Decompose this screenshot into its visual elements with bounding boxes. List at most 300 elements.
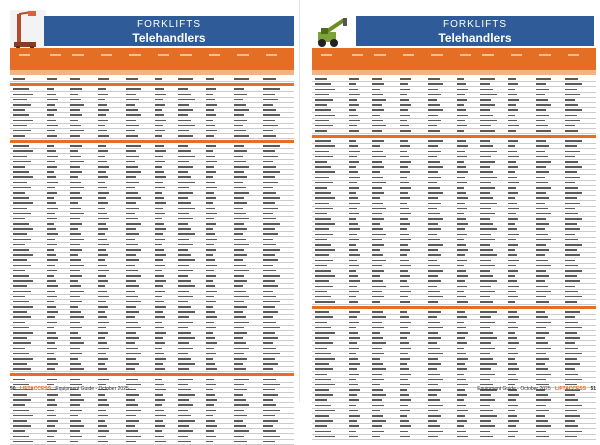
table-cell: [234, 280, 247, 282]
table-cell: [349, 322, 359, 324]
table-cell: [565, 239, 579, 241]
table-cell: [206, 223, 216, 225]
table-row: [312, 300, 596, 305]
table-cell: [155, 244, 162, 246]
table-cell: [263, 337, 278, 339]
left-page: [8, 6, 296, 394]
table-cell: [98, 78, 109, 80]
table-cell: [536, 208, 547, 210]
table-cell: [47, 410, 54, 412]
table-cell: [372, 296, 385, 298]
table-cell: [315, 436, 335, 438]
table-header: [312, 48, 596, 70]
table-cell: [70, 353, 83, 355]
table-cell: [372, 301, 381, 303]
table-cell: [70, 208, 81, 210]
table-cell: [98, 368, 107, 370]
table-cell: [315, 213, 327, 215]
table-cell: [234, 145, 244, 147]
table-cell: [126, 285, 139, 287]
table-cell: [400, 187, 411, 189]
right-page: [310, 6, 598, 394]
table-cell: [480, 130, 495, 132]
table-cell: [315, 109, 331, 111]
table-cell: [47, 337, 58, 339]
table-cell: [13, 233, 27, 235]
table-cell: [536, 368, 547, 370]
table-cell: [47, 327, 54, 329]
table-cell: [13, 296, 25, 298]
table-cell: [47, 316, 55, 318]
table-cell: [178, 239, 190, 241]
table-cell: [457, 223, 468, 225]
table-cell: [126, 161, 135, 163]
table-cell: [126, 342, 135, 344]
table-cell: [234, 202, 247, 204]
table-cell: [315, 260, 333, 262]
table-cell: [457, 182, 467, 184]
table-cell: [457, 260, 467, 262]
table-cell: [400, 275, 410, 277]
table-cell: [400, 228, 407, 230]
table-cell: [349, 353, 356, 355]
table-cell: [70, 145, 83, 147]
table-cell: [178, 135, 193, 137]
table-cell: [565, 311, 580, 313]
table-cell: [126, 99, 139, 101]
table-cell: [536, 104, 550, 106]
table-cell: [508, 405, 518, 407]
table-cell: [126, 394, 139, 396]
table-cell: [508, 410, 515, 412]
table-cell: [206, 368, 217, 370]
table-cell: [400, 234, 409, 236]
table-cell: [565, 425, 579, 427]
table-cell: [206, 436, 216, 438]
table-cell: [508, 332, 515, 334]
table-cell: [349, 94, 360, 96]
table-cell: [457, 218, 466, 220]
column-header: [129, 54, 140, 56]
table-cell: [126, 363, 139, 365]
table-cell: [457, 296, 466, 298]
table-cell: [315, 337, 329, 339]
table-cell: [13, 109, 25, 111]
table-cell: [98, 348, 109, 350]
table-cell: [349, 275, 358, 277]
table-cell: [126, 280, 136, 282]
table-cell: [70, 270, 80, 272]
table-cell: [315, 296, 331, 298]
table-cell: [47, 322, 57, 324]
section-divider: [10, 83, 294, 86]
table-cell: [70, 192, 80, 194]
table-cell: [234, 415, 247, 417]
table-cell: [480, 197, 494, 199]
table-cell: [206, 94, 213, 96]
table-cell: [206, 348, 214, 350]
table-cell: [565, 322, 579, 324]
table-cell: [400, 109, 408, 111]
column-header: [460, 54, 471, 56]
table-cell: [372, 260, 386, 262]
table-cell: [234, 228, 247, 230]
table-cell: [206, 218, 214, 220]
table-cell: [70, 358, 79, 360]
table-cell: [155, 275, 164, 277]
table-cell: [263, 218, 277, 220]
table-cell: [263, 197, 280, 199]
table-cell: [536, 171, 549, 173]
table-cell: [13, 420, 27, 422]
table-cell: [13, 436, 29, 438]
table-cell: [98, 213, 107, 215]
table-cell: [508, 239, 516, 241]
table-cell: [536, 394, 547, 396]
table-cell: [263, 348, 277, 350]
table-cell: [428, 415, 441, 417]
table-cell: [178, 156, 195, 158]
table-cell: [13, 239, 31, 241]
table-cell: [536, 291, 550, 293]
table-cell: [457, 171, 468, 173]
table-cell: [349, 368, 357, 370]
table-cell: [536, 286, 547, 288]
table-cell: [457, 291, 464, 293]
table-cell: [480, 140, 490, 142]
table-cell: [315, 171, 335, 173]
table-cell: [315, 332, 335, 334]
table-cell: [70, 280, 79, 282]
table-cell: [126, 228, 136, 230]
table-cell: [565, 161, 579, 163]
table-cell: [13, 332, 33, 334]
table-cell: [536, 115, 549, 117]
table-cell: [98, 233, 105, 235]
table-cell: [98, 228, 108, 230]
table-cell: [315, 208, 333, 210]
table-cell: [98, 280, 108, 282]
table-cell: [480, 244, 490, 246]
table-cell: [126, 171, 140, 173]
table-row: [10, 367, 294, 372]
table-cell: [536, 254, 545, 256]
table-cell: [126, 420, 139, 422]
table-cell: [70, 202, 79, 204]
table-cell: [428, 420, 437, 422]
table-cell: [70, 436, 83, 438]
table-cell: [457, 203, 465, 205]
table-cell: [508, 109, 518, 111]
table-cell: [155, 270, 162, 272]
table-cell: [372, 166, 385, 168]
table-cell: [480, 342, 492, 344]
table-cell: [565, 182, 575, 184]
table-cell: [428, 151, 441, 153]
table-cell: [126, 436, 140, 438]
table-cell: [372, 223, 381, 225]
table-cell: [98, 358, 108, 360]
column-header: [321, 54, 332, 56]
table-cell: [178, 420, 195, 422]
table-cell: [155, 259, 163, 261]
table-cell: [372, 187, 382, 189]
table-cell: [178, 187, 190, 189]
table-cell: [536, 228, 545, 230]
table-cell: [349, 213, 359, 215]
table-cell: [178, 270, 193, 272]
table-cell: [70, 228, 79, 230]
table-cell: [206, 353, 216, 355]
table-cell: [565, 145, 577, 147]
table-cell: [178, 202, 192, 204]
table-cell: [155, 420, 163, 422]
table-cell: [349, 332, 358, 334]
table-cell: [536, 322, 550, 324]
table-cell: [98, 327, 106, 329]
table-cell: [263, 327, 280, 329]
table-cell: [508, 244, 518, 246]
table-cell: [428, 94, 441, 96]
table-cell: [178, 259, 195, 261]
table-cell: [508, 296, 518, 298]
table-cell: [480, 353, 490, 355]
table-cell: [315, 156, 333, 158]
table-cell: [234, 259, 243, 261]
table-cell: [234, 379, 248, 381]
table-cell: [13, 192, 25, 194]
table-cell: [349, 166, 356, 168]
table-cell: [178, 99, 195, 101]
table-cell: [263, 182, 278, 184]
table-cell: [315, 130, 327, 132]
table-cell: [206, 109, 214, 111]
table-cell: [536, 249, 549, 251]
table-cell: [13, 291, 31, 293]
table-cell: [13, 404, 25, 406]
table-cell: [126, 270, 137, 272]
table-cell: [47, 239, 55, 241]
table-cell: [565, 415, 580, 417]
table-cell: [508, 192, 518, 194]
table-cell: [155, 327, 164, 329]
table-cell: [400, 260, 409, 262]
table-cell: [178, 394, 195, 396]
table-cell: [13, 156, 27, 158]
table-cell: [263, 436, 280, 438]
table-cell: [263, 78, 277, 80]
table-cell: [349, 425, 359, 427]
table-cell: [98, 363, 105, 365]
table-cell: [480, 270, 490, 272]
table-cell: [70, 109, 80, 111]
table-cell: [315, 270, 331, 272]
table-cell: [400, 203, 407, 205]
table-cell: [400, 208, 409, 210]
table-cell: [457, 348, 464, 350]
table-cell: [315, 78, 327, 80]
table-cell: [126, 306, 136, 308]
table-cell: [126, 104, 135, 106]
table-cell: [508, 130, 516, 132]
table-cell: [315, 177, 329, 179]
table-cell: [178, 249, 188, 251]
table-cell: [206, 208, 215, 210]
table-cell: [13, 425, 31, 427]
table-cell: [155, 285, 163, 287]
table-cell: [457, 89, 468, 91]
table-cell: [234, 404, 248, 406]
table-cell: [155, 171, 164, 173]
table-cell: [480, 234, 492, 236]
table-cell: [13, 379, 25, 381]
table-cell: [565, 244, 582, 246]
table-cell: [13, 104, 31, 106]
table-cell: [98, 125, 105, 127]
table-cell: [480, 145, 494, 147]
table-cell: [349, 109, 356, 111]
table-cell: [178, 213, 190, 215]
column-header: [101, 54, 112, 56]
table-cell: [428, 125, 437, 127]
table-cell: [178, 192, 193, 194]
table-cell: [263, 145, 280, 147]
table-cell: [428, 286, 437, 288]
table-cell: [315, 192, 331, 194]
table-cell: [234, 285, 243, 287]
table-cell: [178, 104, 190, 106]
table-cell: [508, 115, 515, 117]
table-cell: [480, 213, 495, 215]
table-cell: [155, 368, 165, 370]
table-cell: [234, 223, 244, 225]
table-cell: [428, 337, 441, 339]
table-cell: [206, 296, 214, 298]
table-cell: [349, 342, 357, 344]
table-cell: [70, 415, 79, 417]
table-cell: [98, 285, 105, 287]
table-cell: [13, 114, 29, 116]
table-cell: [178, 94, 192, 96]
table-cell: [206, 166, 214, 168]
table-cell: [508, 177, 517, 179]
table-cell: [349, 78, 359, 80]
table-cell: [428, 311, 441, 313]
table-cell: [349, 83, 356, 85]
table-cell: [155, 192, 162, 194]
table-cell: [155, 436, 164, 438]
table-cell: [263, 415, 275, 417]
table-cell: [508, 249, 515, 251]
table-cell: [428, 244, 442, 246]
table-cell: [457, 415, 465, 417]
table-cell: [178, 441, 192, 443]
table-cell: [178, 410, 188, 412]
table-cell: [206, 99, 215, 101]
table-cell: [508, 213, 516, 215]
table-cell: [428, 213, 439, 215]
table-cell: [428, 275, 438, 277]
table-cell: [536, 363, 545, 365]
table-cell: [155, 348, 162, 350]
table-cell: [13, 441, 33, 443]
table-cell: [263, 135, 277, 137]
table-cell: [155, 425, 165, 427]
table-cell: [98, 379, 109, 381]
table-cell: [508, 265, 516, 267]
table-cell: [457, 410, 468, 412]
table-cell: [206, 88, 216, 90]
table-cell: [70, 171, 83, 173]
table-cell: [13, 161, 31, 163]
table-cell: [400, 171, 410, 173]
table-cell: [70, 197, 83, 199]
table-cell: [98, 337, 105, 339]
table-cell: [155, 130, 165, 132]
table-cell: [508, 316, 519, 318]
table-cell: [536, 332, 549, 334]
brand-logo: LIFTACCESS: [555, 386, 587, 392]
table-cell: [480, 83, 490, 85]
table-cell: [349, 358, 358, 360]
table-cell: [13, 306, 33, 308]
table-cell: [457, 280, 465, 282]
table-cell: [400, 177, 407, 179]
table-cell: [70, 239, 84, 241]
table-cell: [508, 348, 516, 350]
table-cell: [47, 379, 57, 381]
banner-heading: FORKLIFTS: [136, 19, 201, 30]
table-cell: [565, 296, 582, 298]
table-cell: [126, 208, 139, 210]
table-cell: [263, 275, 280, 277]
table-cell: [70, 218, 80, 220]
section-divider: [10, 140, 294, 143]
table-cell: [234, 306, 247, 308]
table-cell: [206, 327, 216, 329]
table-cell: [372, 327, 385, 329]
table-cell: [349, 363, 360, 365]
section-divider: [312, 306, 596, 309]
table-cell: [349, 120, 360, 122]
table-cell: [315, 265, 327, 267]
table-cell: [400, 280, 407, 282]
table-cell: [536, 436, 549, 438]
table-cell: [98, 301, 106, 303]
table-cell: [178, 379, 193, 381]
table-cell: [372, 270, 385, 272]
table-cell: [206, 78, 214, 80]
table-cell: [47, 436, 54, 438]
table-cell: [349, 99, 357, 101]
table-cell: [126, 114, 140, 116]
table-cell: [508, 171, 515, 173]
table-cell: [206, 410, 216, 412]
table-cell: [98, 265, 107, 267]
table-cell: [47, 187, 55, 189]
table-cell: [565, 218, 582, 220]
column-header: [72, 54, 83, 56]
table-cell: [508, 327, 518, 329]
table-cell: [155, 239, 165, 241]
table-cell: [70, 291, 84, 293]
table-cell: [263, 156, 278, 158]
table-cell: [536, 374, 550, 376]
table-cell: [155, 120, 166, 122]
table-cell: [400, 332, 410, 334]
table-cell: [565, 109, 582, 111]
table-cell: [508, 275, 515, 277]
